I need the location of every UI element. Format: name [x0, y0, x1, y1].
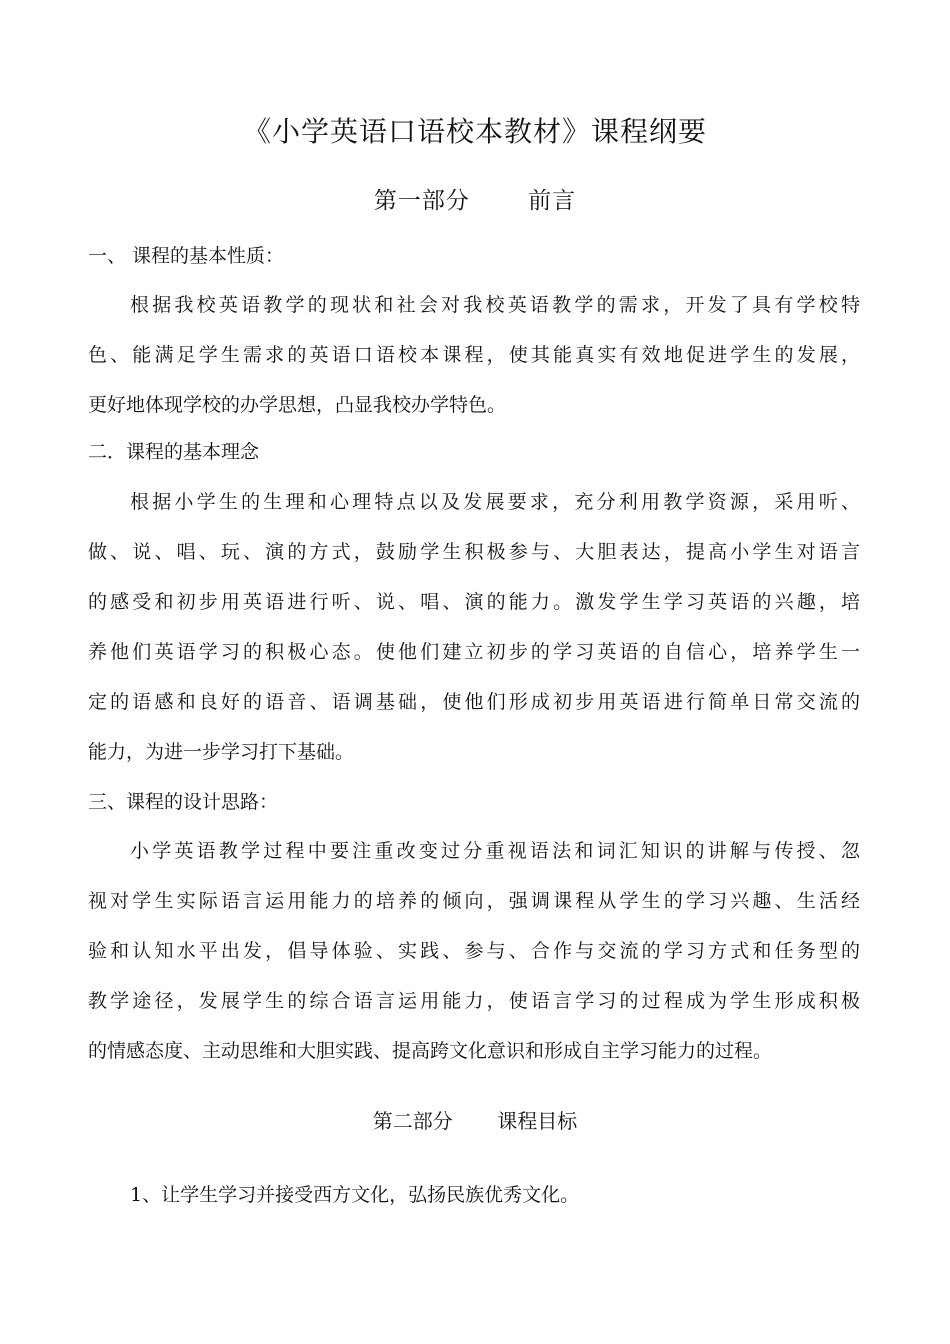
paragraph-line: 教学途径，发展学生的综合语言运用能力，使语言学习的过程成为学生形成积极	[88, 990, 860, 1012]
section3-paragraph	[88, 826, 860, 1076]
part2-heading: 第二部分 课程目标	[372, 1109, 578, 1133]
paragraph-line: 做、说、唱、玩、演的方式，鼓励学生积极参与、大胆表达，提高小学生对语言	[88, 541, 860, 563]
section2-heading: 二．课程的基本理念	[88, 441, 260, 463]
paragraph-line: 小学英语教学过程中要注重改变过分重视语法和词汇知识的讲解与传授、忽	[130, 840, 860, 862]
paragraph-line: 根据小学生的生理和心理特点以及发展要求，充分利用教学资源，采用听、	[130, 491, 860, 513]
objective-item: 1、让学生学习并接受西方文化，弘扬民族优秀文化。	[130, 1184, 580, 1206]
paragraph-line: 的感受和初步用英语进行听、说、唱、演的能力。激发学生学习英语的兴趣，培	[88, 591, 860, 613]
document-title: 《小学英语口语校本教材》课程纲要	[242, 115, 707, 148]
paragraph-line: 能力，为进一步学习打下基础。	[88, 741, 355, 763]
paragraph-line: 验和认知水平出发，倡导体验、实践、参与、合作与交流的学习方式和任务型的	[88, 940, 860, 962]
section3-heading: 三、课程的设计思路：	[88, 791, 279, 813]
part1-heading: 第一部分 前言	[373, 188, 577, 214]
section1-paragraph	[88, 280, 860, 430]
paragraph-line: 更好地体现学校的办学思想，凸显我校办学特色。	[88, 394, 507, 416]
paragraph-line: 色、能满足学生需求的英语口语校本课程，使其能真实有效地促进学生的发展，	[88, 344, 860, 366]
section1-heading: 一、 课程的基本性质：	[88, 245, 285, 267]
section2-paragraph	[88, 477, 860, 777]
paragraph-line: 视对学生实际语言运用能力的培养的倾向，强调课程从学生的学习兴趣、生活经	[88, 890, 860, 912]
paragraph-line: 定的语感和良好的语音、语调基础，使他们形成初步用英语进行简单日常交流的	[88, 691, 860, 713]
paragraph-line: 根据我校英语教学的现状和社会对我校英语教学的需求，开发了具有学校特	[130, 294, 860, 316]
paragraph-line: 的情感态度、主动思维和大胆实践、提高跨文化意识和形成自主学习能力的过程。	[88, 1040, 773, 1062]
paragraph-line: 养他们英语学习的积极心态。使他们建立初步的学习英语的自信心，培养学生一	[88, 641, 860, 663]
